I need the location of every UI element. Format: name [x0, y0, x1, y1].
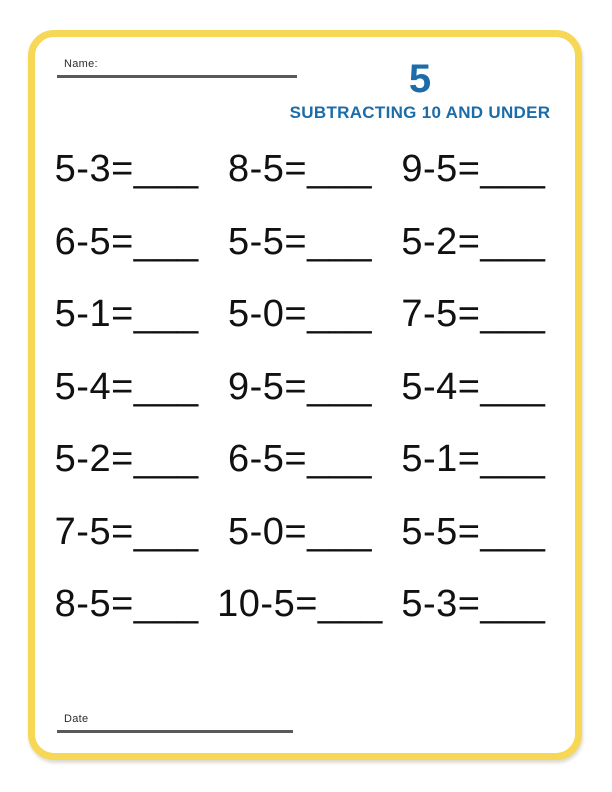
problem: 7-5=___: [54, 510, 199, 553]
problem: 5-4=___: [54, 365, 199, 408]
problem: 10-5=___: [217, 583, 383, 626]
date-line: [57, 730, 293, 733]
problem: 6-5=___: [227, 438, 372, 481]
name-line: [57, 75, 297, 78]
problem: 5-0=___: [227, 293, 372, 336]
problems-grid: [40, 133, 560, 641]
lesson-number: 5: [408, 57, 432, 101]
problem: 5-4=___: [401, 365, 546, 408]
problem: 8-5=___: [54, 583, 199, 626]
problem: 5-2=___: [401, 220, 546, 263]
problem: 5-5=___: [401, 510, 546, 553]
problem: 5-5=___: [227, 220, 372, 263]
page-title: SUBTRACTING 10 AND UNDER: [289, 103, 551, 122]
name-block: [57, 58, 297, 78]
problem: 5-3=___: [54, 148, 199, 191]
title-block: [270, 58, 570, 123]
problem: 9-5=___: [401, 148, 546, 191]
date-block: [57, 713, 293, 733]
problem: 5-0=___: [227, 510, 372, 553]
problem: 8-5=___: [227, 148, 372, 191]
problem: 9-5=___: [227, 365, 372, 408]
problem: 6-5=___: [54, 220, 199, 263]
problem: 5-1=___: [54, 293, 199, 336]
problem: 7-5=___: [401, 293, 546, 336]
problem: 5-3=___: [401, 583, 546, 626]
problem: 5-1=___: [401, 438, 546, 481]
problem: 5-2=___: [54, 438, 199, 481]
name-label: Name:: [64, 58, 98, 70]
date-label: Date: [64, 713, 89, 725]
